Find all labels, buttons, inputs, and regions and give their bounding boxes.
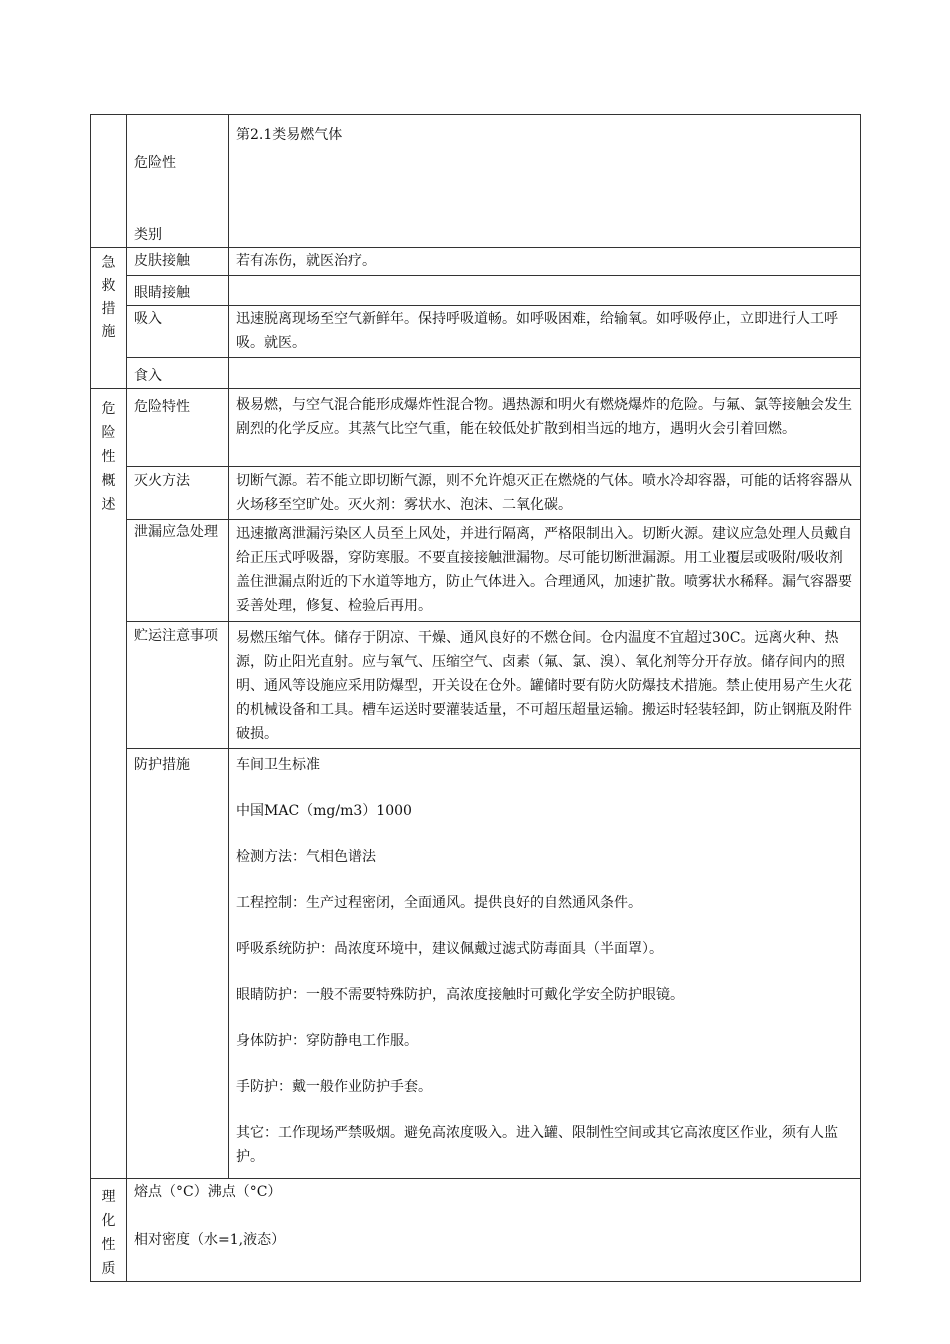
first-aid-group-label: 急救措施 bbox=[101, 255, 116, 340]
blank-group-cell bbox=[91, 115, 127, 248]
hazard-overview-group-cell bbox=[91, 389, 127, 1179]
msds-table bbox=[90, 114, 861, 1282]
physchem-group-label: 理化性质 bbox=[101, 1189, 116, 1277]
protection-item: 呼吸系统防护：咼浓度环境中，建议佩戴过滤式防毒面具（半面罩）。 bbox=[236, 941, 663, 957]
protection-item: 眼睛防护：一般不需要特殊防护，高浓度接触时可戴化学安全防护眼镜。 bbox=[236, 987, 684, 1003]
row-hazard-properties bbox=[91, 389, 861, 467]
ingestion-label: 食入 bbox=[127, 358, 229, 389]
eye-contact-value bbox=[229, 276, 861, 306]
firefighting-label: 灭火方法 bbox=[127, 467, 229, 520]
protection-label: 防护措施 bbox=[127, 749, 229, 1179]
skin-contact-label: 皮肤接触 bbox=[127, 248, 229, 276]
inhalation-label: 吸入 bbox=[127, 306, 229, 358]
relative-density: 相对密度（水=1,液态） bbox=[134, 1232, 286, 1248]
protection-item: 检测方法：气相色谱法 bbox=[236, 849, 376, 865]
protection-item: 手防护：戴一般作业防护手套。 bbox=[236, 1079, 432, 1095]
melting-boiling-point: 熔点（°C）沸点（°C） bbox=[134, 1184, 282, 1200]
skin-contact-value: 若有冻伤，就医治疗。 bbox=[229, 248, 861, 276]
hazard-category-label: 危险性 bbox=[134, 155, 176, 171]
ingestion-value bbox=[229, 358, 861, 389]
row-physchem bbox=[91, 1179, 861, 1282]
row-hazard-category bbox=[91, 115, 861, 248]
hazard-properties-value: 极易燃，与空气混合能形成爆炸性混合物。遇热源和明火有燃烧爆炸的危险。与氟、氯等接触会发生剧烈的化学反应。其蒸气比空气重，能在较低处扩散到相当远的地方，遇明火会引着回燃。 bbox=[229, 389, 861, 467]
hazard-category-label-2: 类别 bbox=[134, 227, 162, 243]
hazard-category-label-cell bbox=[127, 115, 229, 248]
protection-item: 中国MAC（mg/m3）1000 bbox=[236, 803, 412, 819]
row-protection bbox=[91, 749, 861, 1179]
leak-response-value: 迅速撤离泄漏污染区人员至上风处，并进行隔离，严格限制出入。切断火源。建议应急处理人员戴自给正压式呼吸器，穿防寒服。不要直接接触泄漏物。尽可能切断泄漏源。用工业覆层或吸附/吸收剂盖住泄漏点附近的下水道等地方，防止气体进入。合理通风，加速扩散。喷雾状水稀释。漏气容器要妥善处理，修复、检验后再用。 bbox=[229, 520, 861, 622]
hazard-properties-label: 危险特性 bbox=[127, 389, 229, 467]
protection-item: 车间卫生标准 bbox=[236, 757, 320, 773]
hazard-overview-group-label: 危险性概述 bbox=[101, 401, 116, 513]
storage-transport-label: 贮运注意事项 bbox=[127, 622, 229, 749]
protection-item: 身体防护：穿防静电工作服。 bbox=[236, 1033, 418, 1049]
leak-response-label: 泄漏应急处理 bbox=[127, 520, 229, 622]
physchem-content-cell bbox=[127, 1179, 861, 1282]
row-leak-response bbox=[91, 520, 861, 622]
row-storage-transport bbox=[91, 622, 861, 749]
storage-transport-value: 易燃压缩气体。储存于阴凉、干燥、通风良好的不燃仓间。仓内温度不宜超过30C。远离火种、热源，防止阳光直射。应与氧气、压缩空气、卤素（氟、氯、溴）、氧化剂等分开存放。储存间内的照明、通风等设施应采用防爆型，开关设在仓外。罐储时要有防火防爆技术措施。禁止使用易产生火花的机械设备和工具。槽车运送时要灌装适量，不可超压超量运输。搬运时轻装轻卸，防止钢瓶及附件破损。 bbox=[229, 622, 861, 749]
row-firefighting bbox=[91, 467, 861, 520]
row-inhalation bbox=[91, 306, 861, 358]
firefighting-value: 切断气源。若不能立即切断气源，则不允许熄灭正在燃烧的气体。喷水冷却容器，可能的话将容器从火场移至空旷处。灭火剂：雾状水、泡沫、二氧化碳。 bbox=[229, 467, 861, 520]
protection-value-cell bbox=[229, 749, 861, 1179]
first-aid-group-cell bbox=[91, 248, 127, 389]
row-skin-contact bbox=[91, 248, 861, 276]
row-eye-contact bbox=[91, 276, 861, 306]
inhalation-value: 迅速脱离现场至空气新鲜年。保持呼吸道畅。如呼吸困难，给输氧。如呼吸停止，立即进行人工呼吸。就医。 bbox=[229, 306, 861, 358]
row-ingestion bbox=[91, 358, 861, 389]
physchem-group-cell bbox=[91, 1179, 127, 1282]
eye-contact-label: 眼睛接触 bbox=[127, 276, 229, 306]
protection-item: 其它：工作现场严禁吸烟。避免高浓度吸入。进入罐、限制性空间或其它高浓度区作业，须有人监护。 bbox=[236, 1125, 838, 1165]
protection-item: 工程控制：生产过程密闭，全面通风。提供良好的自然通风条件。 bbox=[236, 895, 642, 911]
hazard-category-value: 第2.1类易燃气体 bbox=[229, 115, 861, 248]
